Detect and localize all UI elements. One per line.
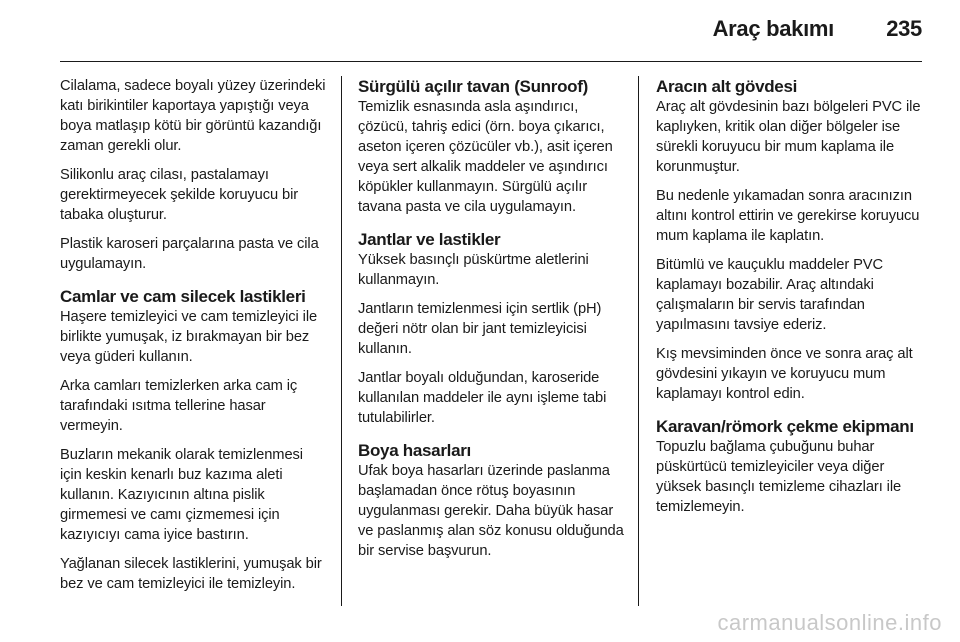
heading-underbody: Aracın alt gövdesi: [656, 77, 798, 96]
column-divider: [638, 76, 639, 606]
heading-windows-wipers: Camlar ve cam silecek lastikleri: [60, 287, 306, 306]
section-title: Araç bakımı: [712, 16, 834, 41]
paragraph: Kış mevsiminden önce ve sonra araç alt gövdesini yıkayın ve koruyucu mum kaplamayı kontrol edin.: [656, 346, 913, 402]
paragraph: Jantlar boyalı olduğundan, karoseride kullanılan maddeler ile aynı işleme tabi tutulabilirler.: [358, 370, 607, 426]
paragraph: Jantların temizlenmesi için sertlik (pH) değeri nötr olan bir jant temizleyicisi kullanın.: [358, 301, 602, 357]
heading-sunroof: Sürgülü açılır tavan (Sunroof): [358, 77, 588, 96]
paragraph: Topuzlu bağlama çubuğunu buhar püskürtücü temizleyiciler veya diğer yüksek basınçlı temizleme cihazları ile temizlemeyin.: [656, 439, 902, 515]
heading-towbar: Karavan/römork çekme ekipmanı: [656, 417, 914, 436]
page-header: [60, 0, 922, 62]
paragraph: Cilalama, sadece boyalı yüzey üzerindeki katı birikintiler kaportaya yapıştığı veya boya matlaşıp kötü bir görüntü kazandığı zaman gerekli olur.: [60, 78, 326, 154]
column-divider: [341, 76, 342, 606]
paragraph: Buzların mekanik olarak temizlenmesi için keskin kenarlı buz kazıma aleti kullanın. Kazıyıcının altına pislik girmemesi ve camı çizmemesi için kazıyıcıyı cama iyice bastırın.: [60, 447, 303, 543]
paragraph: Arka camları temizlerken arka cam iç tarafındaki ısıtma tellerine hasar vermeyin.: [60, 378, 298, 434]
paragraph: Yüksek basınçlı püskürtme aletlerini kullanmayın.: [358, 252, 589, 288]
paragraph: Silikonlu araç cilası, pastalamayı gerektirmeyecek şekilde koruyucu bir tabaka oluşturur.: [60, 167, 299, 223]
paragraph: Bitümlü ve kauçuklu maddeler PVC kaplamayı bozabilir. Araç altındaki çalışmaların bir servis tarafından yapılmasını tavsiye ederiz.: [656, 257, 884, 333]
paragraph: Araç alt gövdesinin bazı bölgeleri PVC ile kaplıyken, kritik olan diğer bölgeler ise sürekli koruyucu bir mum kaplama ile korunmuştur.: [656, 99, 921, 175]
column-middle: [358, 76, 626, 570]
column-right: [656, 76, 924, 526]
page-number: 235: [886, 16, 922, 41]
paragraph: Plastik karoseri parçalarına pasta ve cila uygulamayın.: [60, 236, 319, 272]
paragraph: Yağlanan silecek lastiklerini, yumuşak bir bez ve cam temizleyici ile temizleyin.: [60, 556, 322, 592]
paragraph: Bu nedenle yıkamadan sonra aracınızın altını kontrol ettirin ve gerekirse koruyucu mum kaplama ile kaplatın.: [656, 188, 920, 244]
paragraph: Ufak boya hasarları üzerinde paslanma başlamadan önce rötuş boyasının uygulanması gerekir. Daha büyük hasar ve paslanmış alan söz konusu olduğunda bir servise başvurun.: [358, 463, 624, 559]
paragraph: Temizlik esnasında asla aşındırıcı, çözücü, tahriş edici (örn. boya çıkarıcı, aseton içeren çözücüler vb.), asit içeren veya sert alkalik maddeler ve aşındırıcı köpükler kullanmayın. Sürgülü açılır tavana pasta ve cila uygulamayın.: [358, 99, 613, 215]
paragraph: Haşere temizleyici ve cam temizleyici ile birlikte yumuşak, iz bırakmayan bir bez veya güderi kullanın.: [60, 309, 318, 365]
column-left: [60, 76, 328, 603]
heading-wheels-tyres: Jantlar ve lastikler: [358, 230, 501, 249]
watermark-text: carmanualsonline.info: [717, 610, 942, 635]
heading-paint-damage: Boya hasarları: [358, 441, 471, 460]
